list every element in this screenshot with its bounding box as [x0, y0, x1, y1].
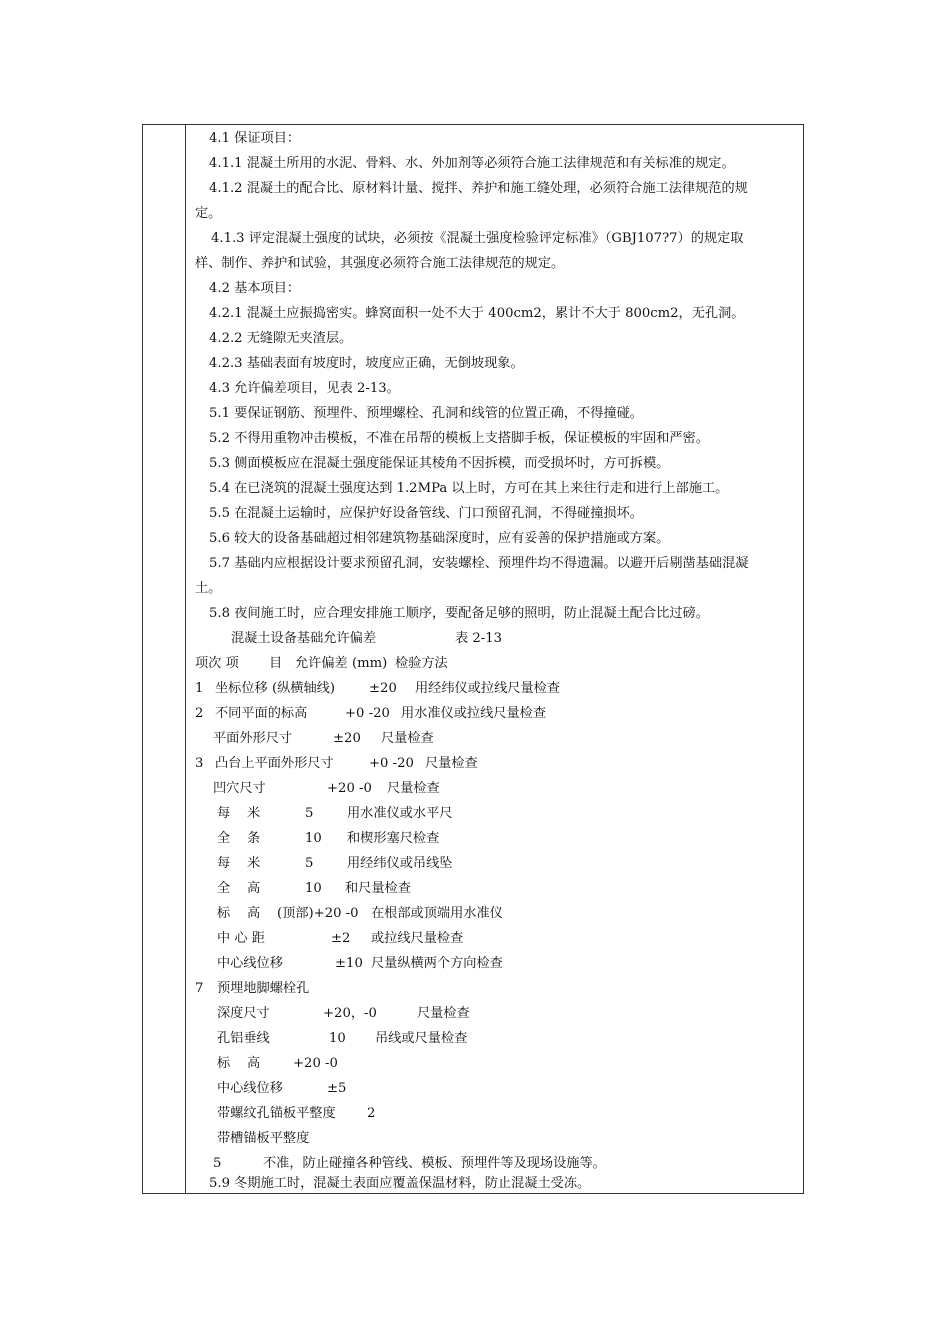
paragraph-line: 5.9 冬期施工时，混凝土表面应覆盖保温材料，防止混凝土受冻。 [209, 1176, 591, 1191]
paragraph-line: 4.1.1 混凝土所用的水泥、骨料、水、外加剂等必须符合施工法律规范和有关标准的规定。 [209, 156, 735, 171]
paragraph-line: 5.6 较大的设备基础超过相邻建筑物基础深度时，应有妥善的保护措施或方案。 [209, 531, 670, 546]
paragraph-line: 样、制作、养护和试验，其强度必须符合施工法律规范的规定。 [195, 256, 565, 271]
paragraph-line: 5.1 要保证钢筋、预埋件、预埋螺栓、孔洞和线管的位置正确，不得撞碰。 [209, 406, 643, 421]
document-table: 4.1 保证项目： 4.1.1 混凝土所用的水泥、骨料、水、外加剂等必须符合施工法律规范和有关标准的规定。 4.1.2 混凝土的配合比、原材料计量、搅拌、养护和施工缝处理，必须符合施工法律规范的规 定。 4.1.3 评定混凝土强度的试块，必须按《混凝土强度检验评定标准》（GBJ107?7）的规定取 样、制作、养护和试验，其强度必须符合施工法律规范的规定。 4.2 基本项目： 4.2.1 混凝土应振捣密实。蜂窝面积一处不大于 400cm2，累计不大于 800cm2，无孔洞。 4.2.2 无缝隙无夹渣层。 4.2.3 基础表面有坡度时，坡度应正确，无倒坡现象。 4.3 允许偏差项目，见表 2-13。 5.1 要保证钢筋、预埋件、预埋螺栓、孔洞和线管的位置正确，不得撞碰。 5.2 不得用重物冲击模板，不准在吊帮的模板上支搭脚手板，保证模板的牢固和严密。 5.3 侧面模板应在混凝土强度能保证其棱角不因拆模，而受损坏时，方可拆模。 5.4 在已浇筑的混凝土强度达到 1.2MPa 以上时，方可在其上来往行走和进行上部施工。 5.5 在混凝土运输时，应保护好设备管线、门口预留孔洞，不得碰撞损坏。 5.6 较大的设备基础超过相邻建筑物基础深度时，应有妥善的保护措施或方案。 5.7 基础内应根据设计要求预留孔洞，安装螺栓、预埋件均不得遗漏。以避开后剔凿基础混凝 土。 5.8 夜间施工时，应合理安排施工顺序，要配备足够的照明，防止混凝土配合比过磅。 混凝土设备基础允许偏差 表 2-13 项次 项 目 允许偏差 (mm) 检验方法 1 坐标位移 (纵横轴线) ±20 用经纬仪或拉线尺量检查 2 不同平面的标高 +0 -20 用水准仪或拉线尺量检查 平面外形尺寸 ±20 尺量检查 3 凸台上平面外形尺寸 +0 -20 尺量检查 凹穴尺寸 +20 -0 尺量检查 每 米 5 用水准仪或水平尺 全 条 10 和楔形塞尺检查 每 米 5 用经纬仪或吊线坠 全 高 10 和尺量检查 标 高 (顶部)+20 -0 在根部或顶端用水准仪 中 心 距 ±2 或拉线尺量检查 中心线位移 ±10 尺量纵横两个方向检查 7 预埋地脚螺栓孔 深度尺寸 +20，-0 尺量检查 孔铝垂线 10 吊线或尺量检查 标 高 +20 -0 中心线位移 ±5 带螺纹孔锚板平整度 2 带槽锚板平整度 5 不准，防止碰撞各种管线、模板、预埋件等及现场设施等。 5.9 冬期施工时，混凝土表面应覆盖保温材料，防止混凝土受冻。 [142, 124, 804, 1194]
paragraph-line: 4.2.2 无缝隙无夹渣层。 [209, 331, 353, 346]
paragraph-line: 5.7 基础内应根据设计要求预留孔洞，安装螺栓、预埋件均不得遗漏。以避开后剔凿基础混凝 [209, 556, 749, 571]
table-title: 混凝土设备基础允许偏差 [231, 631, 377, 646]
paragraph-line: 4.2.1 混凝土应振捣密实。蜂窝面积一处不大于 400cm2，累计不大于 800cm2，无孔洞。 [209, 306, 745, 321]
paragraph-line: 4.3 允许偏差项目，见表 2-13。 [209, 381, 400, 396]
paragraph-line: 5.3 侧面模板应在混凝土强度能保证其棱角不因拆模，而受损坏时，方可拆模。 [209, 456, 670, 471]
paragraph-line: 5.2 不得用重物冲击模板，不准在吊帮的模板上支搭脚手板，保证模板的牢固和严密。 [209, 431, 709, 446]
heading-4-1: 4.1 保证项目： [209, 131, 301, 146]
heading-4-2: 4.2 基本项目： [209, 281, 301, 296]
paragraph-line: 5.8 夜间施工时，应合理安排施工顺序，要配备足够的照明，防止混凝土配合比过磅。 [209, 606, 709, 621]
paragraph-line: 4.2.3 基础表面有坡度时，坡度应正确，无倒坡现象。 [209, 356, 524, 371]
column-divider [185, 125, 186, 1193]
paragraph-line: 5.4 在已浇筑的混凝土强度达到 1.2MPa 以上时，方可在其上来往行走和进行上部施工。 [209, 481, 729, 496]
paragraph-line: 5.5 在混凝土运输时，应保护好设备管线、门口预留孔洞，不得碰撞损坏。 [209, 506, 643, 521]
table-number: 表 2-13 [455, 631, 503, 646]
paragraph-line: 土。 [195, 581, 222, 596]
paragraph-line: 定。 [195, 206, 222, 221]
paragraph-line: 4.1.3 评定混凝土强度的试块，必须按《混凝土强度检验评定标准》（GBJ107?7）的规定取 [211, 231, 744, 246]
paragraph-line: 4.1.2 混凝土的配合比、原材料计量、搅拌、养护和施工缝处理，必须符合施工法律规范的规 [209, 181, 748, 196]
